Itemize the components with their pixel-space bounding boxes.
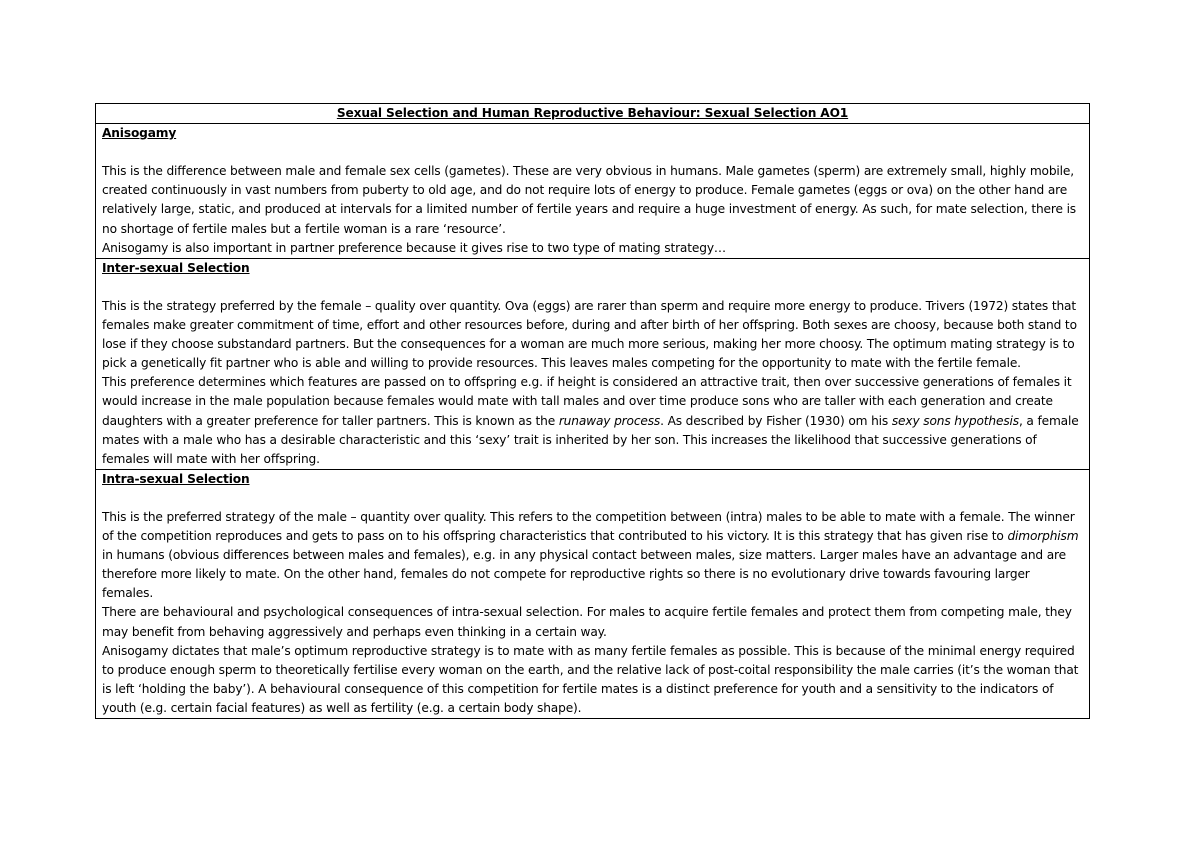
text-run: in humans (obvious differences between males and females), e.g. in any physical contact between males, size matters. Larger males have an advantage and are therefore more likely to mate. On the other hand, females do not compete for reproductive rights so there is no evolutionary drive towards favouring larger females. xyxy=(102,548,1066,601)
blank-line xyxy=(102,489,1083,508)
section-heading-intra-sexual: Intra-sexual Selection xyxy=(102,471,250,486)
section-inter-sexual-selection xyxy=(96,258,1090,469)
title-row xyxy=(96,104,1090,124)
paragraph: Anisogamy is also important in partner preference because it gives rise to two type of mating strategy… xyxy=(102,240,726,255)
paragraph-dimorphism xyxy=(102,508,1083,603)
paragraph-runaway-process xyxy=(102,373,1083,468)
italic-term-runaway-process: runaway process xyxy=(558,413,661,428)
section-heading-anisogamy: Anisogamy xyxy=(102,126,177,141)
document-title: Sexual Selection and Human Reproductive Behaviour: Sexual Selection AO1 xyxy=(96,104,1090,124)
text-run: . As described by Fisher (1930) om his xyxy=(660,413,892,428)
text-run: This is the preferred strategy of the male – quantity over quality. This refers to the competition between (intra) males to be able to mate with a female. The winner of the competition reproduces and gets to pass on to his offspring characteristics that contributed to his victory. It is this strategy that has given rise to xyxy=(102,509,1075,544)
blank-line xyxy=(102,278,1083,297)
section-cell xyxy=(96,124,1090,259)
section-heading-inter-sexual: Inter-sexual Selection xyxy=(102,260,250,275)
blank-line xyxy=(102,143,1083,162)
paragraph: There are behavioural and psychological consequences of intra-sexual selection. For males to acquire fertile females and protect them from competing male, they may benefit from behaving aggressively and perhaps even thinking in a certain way. xyxy=(102,605,1072,639)
section-cell xyxy=(96,469,1090,718)
paragraph: Anisogamy dictates that male’s optimum reproductive strategy is to mate with as many fertile females as possible. This is because of the minimal energy required to produce enough sperm to theoretically fertilise every woman on the earth, and the relative lack of post-coital responsibility the male carries (it’s the woman that is left ‘holding the baby’). A behavioural consequence of this competition for fertile mates is a distinct preference for youth and a sensitivity to the indicators of youth (e.g. certain facial features) as well as fertility (e.g. a certain body shape). xyxy=(102,643,1079,715)
section-intra-sexual-selection xyxy=(96,469,1090,718)
text-run: , a female mates with a male who has a desirable characteristic and this ‘sexy’ trait is inherited by her son. This increases the likelihood that successive generations of females will mate with her offspring. xyxy=(102,413,1079,466)
text-run: This preference determines which features are passed on to offspring e.g. if height is considered an attractive trait, then over successive generations of females it would increase in the male population because females would mate with tall males and over time produce sons who are taller with each generation and create daughters with a greater preference for taller partners. This is known as the xyxy=(102,375,1072,428)
section-anisogamy xyxy=(96,124,1090,259)
italic-term-dimorphism: dimorphism xyxy=(1007,529,1079,544)
paragraph: This is the difference between male and female sex cells (gametes). These are very obvious in humans. Male gametes (sperm) are extremely small, highly mobile, created continuously in vast numbers from puberty to old age, and do not require lots of energy to produce. Female gametes (eggs or ova) on the other hand are relatively large, static, and produced at intervals for a limited number of fertile years and require a huge investment of energy. As such, for mate selection, there is no shortage of fertile males but a fertile woman is a rare ‘resource’. xyxy=(102,164,1076,236)
italic-term-sexy-sons: sexy sons hypothesis xyxy=(891,413,1019,428)
paragraph: This is the strategy preferred by the female – quality over quantity. Ova (eggs) are rarer than sperm and require more energy to produce. Trivers (1972) states that females make greater commitment of time, effort and other resources before, during and after birth of her offspring. Both sexes are choosy, because both stand to lose if they choose substandard partners. But the consequences for a woman are much more serious, making her more choosy. The optimum mating strategy is to pick a genetically fit partner who is able and willing to provide resources. This leaves males competing for the opportunity to mate with the fertile female. xyxy=(102,298,1077,371)
section-cell xyxy=(96,258,1090,469)
document-table xyxy=(95,103,1090,719)
